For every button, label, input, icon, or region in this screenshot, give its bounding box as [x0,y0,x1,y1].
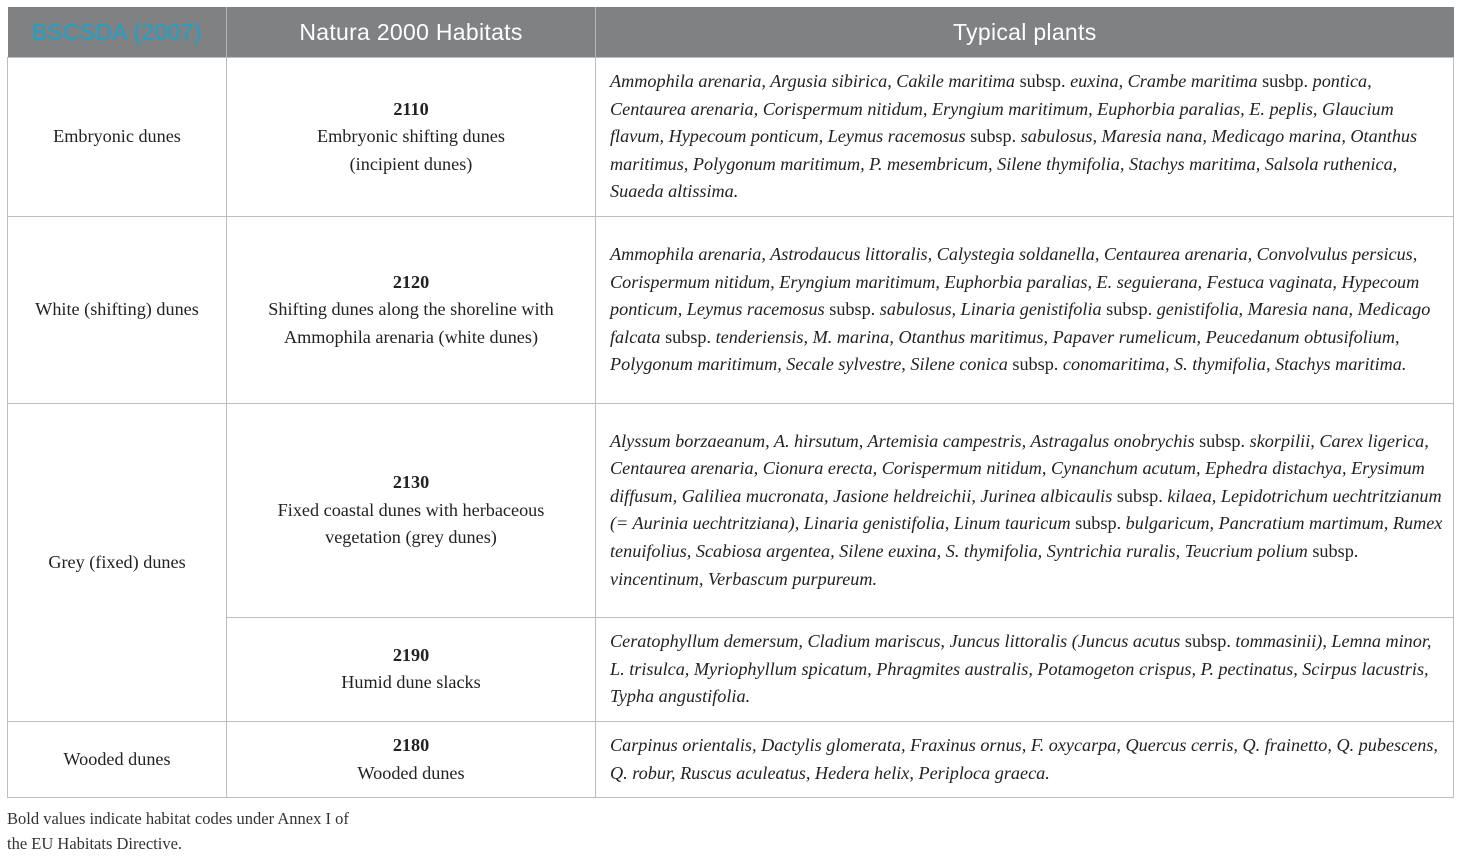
habitat-code: 2130 [392,472,430,493]
species-text: conomaritima, S. thymifolia, Stachys maritima. [1062,354,1407,375]
habitat-name: Embryonic shifting dunes (incipient dunes) [317,126,505,174]
habitat-cell [227,403,596,617]
header-typical-plants: Typical plants [596,7,1454,58]
habitat-code: 2180 [392,734,430,755]
habitat-cell [227,216,596,403]
header-row [8,7,1454,58]
category-cell: Grey (fixed) dunes [8,403,227,721]
habitat-cell [227,617,596,721]
habitat-name: Shifting dunes along the shoreline with Ammophila arenaria (white dunes) [268,299,554,347]
rank-text: subsp. [1307,541,1359,562]
habitat-code: 2110 [393,98,429,119]
species-text: Alyssum borzaeanum, A. hirsutum, Artemisia campestris, Astragalus onobrychis [610,430,1195,451]
rank-text: subsp. [1070,513,1126,534]
rank-text: subsp. [1112,485,1168,506]
species-text: skorpilii, Carex ligerica, Centaurea arenaria, Cionura erecta, Corispermum nitidum, Cynanchum acutum, Ephedra distachya, Erysimum diffusum, Galiliea mucronata, Jasione heldreichii, Jurinea albicaulis [610,430,1429,506]
species-text: sabulosus, Linaria genistifolia [879,299,1102,320]
species-text: vincentinum, Verbascum purpureum. [610,568,878,589]
species-text: bulgaricum, Pancratium martimum, Rumex tenuifolius, Scabiosa argentea, Silene euxina, S. thymifolia, Syntrichia ruralis, Teucrium polium [610,513,1443,562]
species-text: Ammophila arenaria, Argusia sibirica, Cakile maritima [610,71,1016,91]
species-text: tenderiensis, M. marina, Otanthus maritimus, Papaver rumelicum, Peucedanum obtusifolium, Polygonum maritimum, Secale sylvestre, Silene conica [610,326,1400,375]
plants-cell [596,403,1454,617]
bscsda-reference-link[interactable]: BSCSDA (2007) [31,18,202,45]
rank-text: subsp. [824,299,880,320]
plants-cell [596,721,1454,797]
rank-text: subsp. [1180,631,1236,652]
species-text: pontica, Centaurea arenaria, Corispermum nitidum, Eryngium maritimum, Euphorbia paralias, E. peplis, Glaucium flavum, Hypecoum ponticum, Leymus racemosus [610,71,1394,147]
rank-text: subsp. [965,126,1021,147]
habitat-name: Wooded dunes [357,762,465,783]
species-text: tommasinii), Lemna minor, L. trisulca, Myriophyllum spicatum, Phragmites australis, Potamogeton crispus, P. pectinatus, Scirpus lacustris, Typha angustifolia. [610,631,1432,707]
species-text: sabulosus, Maresia nana, Medicago marina, Otanthus maritimus, Polygonum maritimum, P. mesembricum, Silene thymifolia, Stachys maritima, Salsola ruthenica, Suaeda altissima. [610,126,1418,202]
habitat-name: Humid dune slacks [341,672,481,693]
rank-text: subsp. [660,326,716,347]
plants-cell [596,58,1454,217]
species-text: Carpinus orientalis, Dactylis glomerata, Fraxinus ornus, F. oxycarpa, Quercus cerris, Q. frainetto, Q. pubescens, Q. robur, Ruscus aculeatus, Hedera helix, Periploca graeca. [610,734,1438,783]
table-row [8,216,1454,403]
rank-text: subsp. [1007,354,1063,375]
species-text: euxina, Crambe maritima [1070,71,1258,91]
habitat-name: Fixed coastal dunes with herbaceous vegetation (grey dunes) [277,499,545,548]
table-footnote: Bold values indicate habitat codes under Annex I of the EU Habitats Directive. [7,809,349,853]
category-cell: Wooded dunes [8,721,227,797]
table-row [8,403,1454,617]
rank-text: subsp. [1194,430,1250,451]
rank-text: susbp. [1257,71,1313,91]
species-text: kilaea, Lepidotrichum uechtritzianum (= Aurinia uechtritziana), Linaria genistifolia, Linum tauricum [610,485,1442,534]
species-text: Ceratophyllum demersum, Cladium mariscus, Juncus littoralis (Juncus acutus [610,631,1181,652]
habitat-cell [227,58,596,217]
habitat-code: 2120 [392,271,430,292]
rank-text: subsp. [1101,299,1157,320]
category-cell: Embryonic dunes [8,58,227,217]
header-bscsda [8,7,227,58]
table-row [8,58,1454,217]
category-cell: White (shifting) dunes [8,216,227,403]
species-text: genistifolia, Maresia nana, Medicago falcata [610,299,1431,347]
rank-text: subsp. [1015,71,1071,91]
species-text: Ammophila arenaria, Astrodaucus littoralis, Calystegia soldanella, Centaurea arenaria, Convolvulus persicus, Corispermum nitidum, Eryngium maritimum, Euphorbia paralias, E. seguierana, Festuca vaginata, Hypecoum ponticum, Leymus racemosus [610,243,1420,320]
table-row [8,721,1454,797]
header-natura-habitats: Natura 2000 Habitats [227,7,596,58]
plants-cell [596,216,1454,403]
habitats-table [7,7,1454,798]
plants-cell [596,617,1454,721]
habitat-code: 2190 [392,644,430,665]
habitat-cell [227,721,596,797]
